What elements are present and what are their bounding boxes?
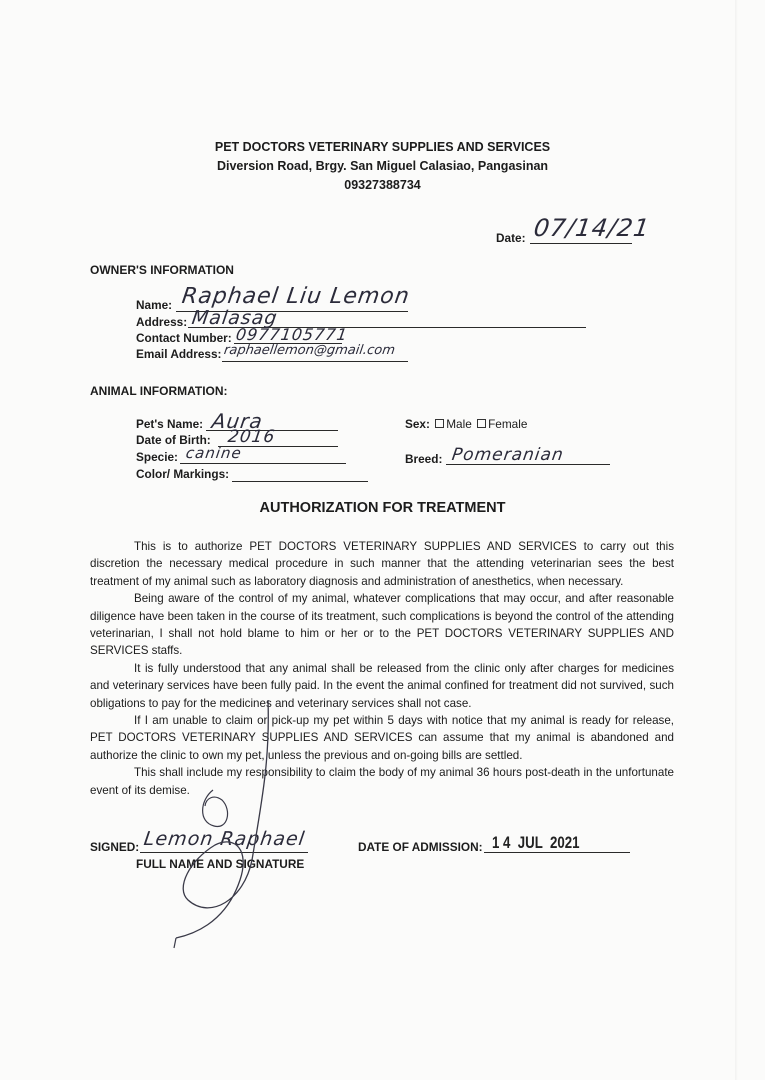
authorization-title: AUTHORIZATION FOR TREATMENT: [259, 500, 506, 516]
sex-male-label: Male: [446, 417, 472, 431]
specie-label: Specie:: [136, 450, 178, 464]
company-name: PET DOCTORS VETERINARY SUPPLIES AND SERVICES: [214, 140, 551, 154]
signed-name-value: Lemon Raphael: [142, 828, 307, 850]
authorization-paragraph: This is to authorize PET DOCTORS VETERINARY SUPPLIES AND SERVICES to carry out this discretion the necessary medical procedure in such manner that the attending veterinarian sees the best treatment of my animal such as laboratory diagnosis and administration of anesthetics, when necessary.: [90, 540, 674, 588]
pet-name-label: Pet's Name:: [136, 417, 204, 431]
authorization-paragraph: This shall include my responsibility to claim the body of my animal 36 hours post-death in the unfortunate event of its demise.: [90, 766, 674, 797]
owner-heading: OWNER'S INFORMATION: [90, 263, 234, 277]
owner-address-value: Malasag: [190, 307, 280, 329]
signed-label: SIGNED:: [90, 840, 140, 854]
dob-label: Date of Birth:: [136, 433, 211, 447]
company-address: Diversion Road, Brgy. San Miguel Calasiao, Pangasinan: [216, 159, 549, 173]
color-label: Color/ Markings:: [136, 467, 230, 481]
owner-name-value: Raphael Liu Lemon: [180, 284, 412, 309]
signature-caption: FULL NAME AND SIGNATURE: [136, 857, 305, 871]
company-phone: 09327388734: [344, 178, 421, 192]
date-label: Date:: [496, 231, 526, 245]
owner-address-label: Address:: [136, 315, 188, 329]
breed-label: Breed:: [405, 452, 443, 466]
admission-value: 1 4 JUL 2021: [492, 833, 580, 852]
owner-contact-value: 0977105771: [234, 325, 350, 344]
authorization-paragraph: Being aware of the control of my animal, whatever complications that may occur, and after reasonable diligence have been taken in the course of its treatment, such complications is beyond the control of the attending veterinarian, I shall not hold blame to him or her or to the PET DOCTORS VETERINARY SUPPLIES AND SERVICES staffs.: [90, 592, 674, 658]
date-value: 07/14/21: [532, 214, 652, 242]
breed-value: Pomeranian: [450, 445, 566, 465]
owner-name-label: Name:: [136, 298, 173, 312]
owner-email-label: Email Address:: [136, 347, 222, 361]
admission-label: DATE OF ADMISSION:: [358, 840, 483, 854]
pet-name-value: Aura: [210, 409, 265, 433]
specie-value: canine: [184, 444, 244, 462]
owner-contact-label: Contact Number:: [136, 331, 232, 345]
dob-value: 2016: [226, 427, 277, 447]
authorization-paragraph: It is fully understood that any animal shall be released from the clinic only after charges for medicines and veterinary services have been fully paid. In the event the animal confined for treatment did not survived, such obligations to pay for the medicines and veterinary services shall not case.: [90, 661, 674, 710]
sex-label: Sex:: [405, 417, 430, 431]
animal-heading: ANIMAL INFORMATION:: [90, 384, 228, 398]
sex-female-label: Female: [488, 417, 528, 431]
owner-email-value: raphaellemon@gmail.com: [222, 343, 396, 358]
authorization-paragraph: If I am unable to claim or pick-up my pet within 5 days with notice that my animal is ready for release, PET DOCTORS VETERINARY SUPPLIES AND SERVICES can assume that my animal is abandoned and authorize the clinic to own my pet, unless the previous and on-going bills are settled.: [90, 714, 674, 762]
